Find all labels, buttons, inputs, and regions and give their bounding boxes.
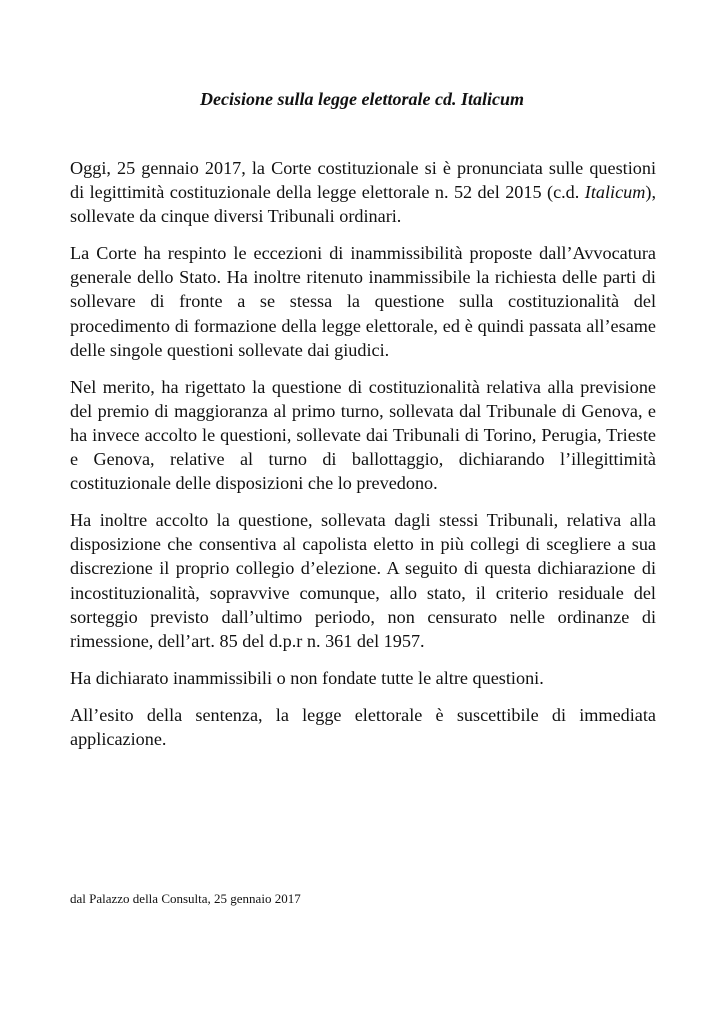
paragraph-4: Ha inoltre accolto la questione, sollevata dagli stessi Tribunali, relativa alla disposizione che consentiva al capolista eletto in più collegi di scegliere a sua discrezione il proprio collegio d’elezione. A seguito di questa dichiarazione di incostituzionalità, sopravvive comunque, allo stato, il criterio residuale del sorteggio previsto dall’ultimo periodo, non censurato nelle ordinanze di rimessione, dell’art. 85 del d.p.r n. 361 del 1957.	[70, 510, 656, 651]
document-body	[70, 156, 656, 764]
paragraph-1	[70, 156, 656, 228]
paragraph-6: All’esito della sentenza, la legge elettorale è suscettibile di immediata applicazione.	[70, 704, 656, 749]
paragraph-1-text-after: ), sollevate da cinque diversi Tribunali ordinari.	[70, 182, 656, 227]
paragraph-3: Nel merito, ha rigettato la questione di costituzionalità relativa alla previsione del premio di maggioranza al primo turno, sollevata dal Tribunale di Genova, e ha invece accolto le questioni, sollevate dai Tribunali di Torino, Perugia, Trieste e Genova, relative al turno di ballottaggio, dichiarando l’illegittimità costituzionale delle disposizioni che lo prevedono.	[70, 376, 656, 494]
paragraph-2: La Corte ha respinto le eccezioni di inammissibilità proposte dall’Avvocatura generale dello Stato. Ha inoltre ritenuto inammissibile la richiesta delle parti di sollevare di fronte a se stessa la questione sulla costituzionalità del procedimento di formazione della legge elettorale, ed è quindi passata all’esame delle singole questioni sollevate dai giudici.	[70, 243, 656, 360]
document-footer: dal Palazzo della Consulta, 25 gennaio 2017	[70, 891, 301, 906]
paragraph-1-italic-term: Italicum	[584, 182, 646, 203]
paragraph-1-text-before: Oggi, 25 gennaio 2017, la Corte costituzionale si è pronunciata sulle questioni di legittimità costituzionale della legge elettorale n. 52 del 2015 (c.d.	[70, 158, 656, 203]
paragraph-5: Ha dichiarato inammissibili o non fondate tutte le altre questioni.	[70, 667, 544, 688]
document-title: Decisione sulla legge elettorale cd. Italicum	[200, 89, 524, 109]
